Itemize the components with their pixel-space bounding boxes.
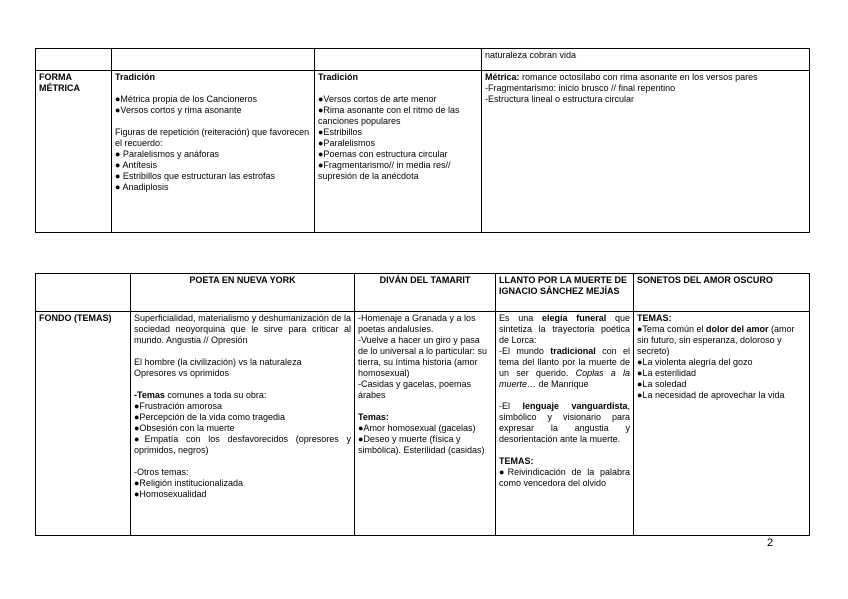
- list-item: ● Paralelismos y anáforas: [115, 149, 219, 159]
- paragraph: Figuras de repetición (reiteración) que favorecen el recuerdo:: [115, 127, 310, 148]
- list-item: ●Poemas con estructura circular: [318, 149, 448, 159]
- paragraph: -Homenaje a Granada y a los poetas andalusíes.: [358, 313, 476, 334]
- paragraph: Opresores vs oprimidos: [134, 368, 230, 378]
- list-item: -Fragmentarismo: inicio brusco // final repentino: [485, 83, 676, 93]
- temas-label: TEMAS:: [499, 456, 534, 466]
- metrica-label: Métrica:: [485, 72, 520, 82]
- header-sonetos: SONETOS DEL AMOR OSCURO: [634, 274, 810, 312]
- page-number: 2: [767, 537, 774, 549]
- list-item: ●Estribillos: [318, 127, 362, 137]
- list-item: ●La esterilidad: [637, 368, 696, 378]
- cell-title: Tradición: [115, 72, 156, 82]
- list-item: ● Anadiplosis: [115, 182, 169, 192]
- forma-metrica-table: [35, 48, 810, 233]
- list-item: ●Fragmentarismo// in media res// supresión de la anécdota: [318, 160, 451, 181]
- temas-label: -Temas: [134, 390, 165, 400]
- list-item: ●Amor homosexual (gacelas): [358, 423, 476, 433]
- poeta-nueva-york-cell: Superficialidad, materialismo y deshumanización de la sociedad neoyorquina que le sirve para criticar al mundo. Angustia // Opresión El hombre (la civilización) vs la naturaleza Opresores vs oprimidos -Temas comunes a toda su obra: ●Frustración amorosa ●Percepción de la vida como tragedia ●Obsesión con la muerte ●Empatía con los desfavorecidos (opresores y oprimidos, negros) -Otros temas: ●Religión institucionalizada ●Homosexualidad: [131, 312, 355, 536]
- paragraph: -Casidas y gacelas, poemas árabes: [358, 379, 472, 400]
- tradicion-cell-2: [315, 71, 482, 233]
- list-item: ●Paralelismos: [318, 138, 375, 148]
- continuation-row: [36, 49, 810, 71]
- fondo-temas-table: [35, 273, 810, 536]
- list-item: ●Versos cortos y rima asonante: [115, 105, 242, 115]
- list-item: ●Religión institucionalizada: [134, 478, 243, 488]
- list-item: ●La soledad: [637, 379, 687, 389]
- temas-label: TEMAS:: [637, 313, 672, 323]
- temas-label: Temas:: [358, 412, 389, 422]
- cell-title: Tradición: [318, 72, 359, 82]
- metrica-cell: Métrica: romance octosílabo con rima asonante en los versos pares -Fragmentarismo: inicio brusco // final repentino -Estructura lineal o estructura circular: [482, 71, 810, 233]
- tradicion-cell-1: [112, 71, 315, 233]
- list-item: ●Versos cortos de arte menor: [318, 94, 437, 104]
- list-item: -Estructura lineal o estructura circular: [485, 94, 635, 104]
- header-llanto: LLANTO POR LA MUERTE DE IGNACIO SÁNCHEZ MEJÍAS: [496, 274, 634, 312]
- list-item: ●Obsesión con la muerte: [134, 423, 235, 433]
- list-item: ● Antítesis: [115, 160, 157, 170]
- list-item: ●Rima asonante con el ritmo de las canciones populares: [318, 105, 460, 126]
- header-row: [36, 274, 810, 312]
- header-poeta-en-nueva-york: POETA EN NUEVA YORK: [131, 274, 355, 312]
- list-item: ●Frustración amorosa: [134, 401, 222, 411]
- list-item: ●Empatía con los desfavorecidos (opresores y oprimidos, negros): [134, 434, 351, 455]
- row-label-fondo-temas: FONDO (TEMAS): [36, 312, 131, 536]
- forma-metrica-row: [36, 71, 810, 233]
- list-item: ●La violenta alegría del gozo: [637, 357, 753, 367]
- paragraph: -Vuelve a hacer un giro y pasa de lo universal a lo particular: su tierra, su íntima historia (amor homosexual): [358, 335, 488, 378]
- list-item: ●Tema común el dolor del amor (amor sin futuro, sin esperanza, doloroso y secreto): [637, 324, 795, 356]
- list-item: ●Métrica propia de los Cancioneros: [115, 94, 258, 104]
- header-divan-del-tamarit: DIVÁN DEL TAMARIT: [355, 274, 496, 312]
- list-item: ●Reivindicación de la palabra como vencedora del olvido: [499, 467, 630, 488]
- list-item: ●Deseo y muerte (física y simbólica). Esterilidad (casidas): [358, 434, 485, 455]
- sonetos-cell: [634, 312, 810, 536]
- divan-tamarit-cell: [355, 312, 496, 536]
- llanto-cell: [496, 312, 634, 536]
- list-item: ●Homosexualidad: [134, 489, 207, 499]
- continuation-cell: naturaleza cobran vida: [482, 49, 810, 71]
- paragraph: Superficialidad, materialismo y deshumanización de la sociedad neoyorquina que le sirve para criticar al mundo. Angustia // Opresión: [134, 313, 351, 345]
- row-label-forma-metrica: FORMA MÉTRICA: [36, 71, 112, 233]
- paragraph: -El lenguaje vanguardista, simbólico y visionario para expresar la angustia y desorientación ante la muerte.: [499, 401, 631, 444]
- paragraph: -El mundo tradicional con el tema del llanto por la muerte de un ser querido. Coplas a la muerte… de Manrique: [499, 346, 630, 389]
- paragraph: El hombre (la civilización) vs la naturaleza: [134, 357, 302, 367]
- list-item: ● Estribillos que estructuran las estrofas: [115, 171, 276, 181]
- list-item: ●La necesidad de aprovechar la vida: [637, 390, 785, 400]
- list-item: ●Percepción de la vida como tragedia: [134, 412, 286, 422]
- paragraph: Es una elegía funeral que sintetiza la trayectoria poética de Lorca:: [499, 313, 630, 345]
- fondo-temas-row: [36, 312, 810, 536]
- paragraph: -Otros temas:: [134, 467, 189, 477]
